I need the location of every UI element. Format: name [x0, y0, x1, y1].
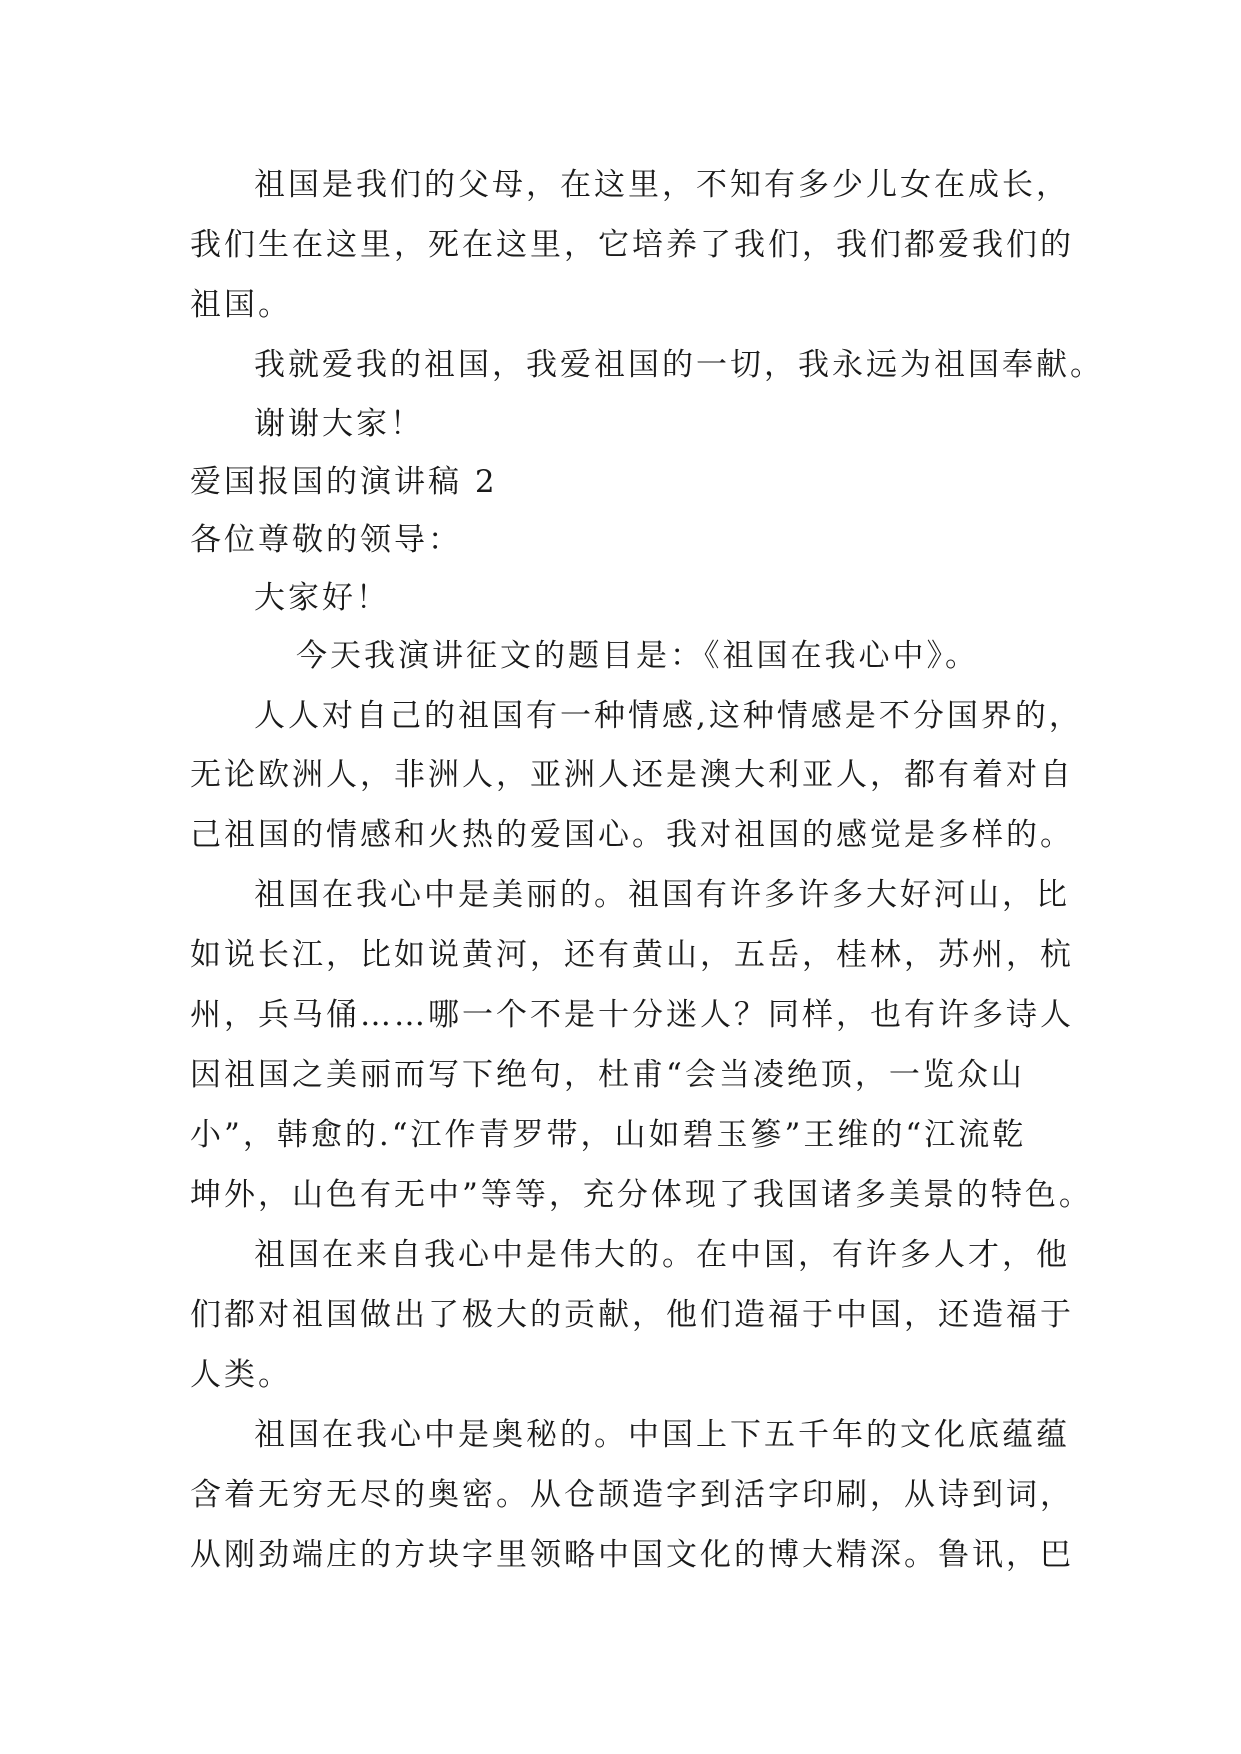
paragraph-line: 人类。	[190, 1357, 292, 1393]
paragraph-line: 无论欧洲人，非洲人，亚洲人还是澳大利亚人，都有着对自	[190, 757, 1074, 793]
topic-line: 今天我演讲征文的题目是：《祖国在我心中》。	[296, 638, 979, 674]
paragraph-line: 祖国。	[190, 287, 292, 323]
paragraph-line: 祖国在我心中是奥秘的。中国上下五千年的文化底蕴蕴	[254, 1417, 1070, 1453]
paragraph-line: 祖国是我们的父母，在这里，不知有多少儿女在成长，	[254, 167, 1070, 203]
paragraph-line: 如说长江，比如说黄河，还有黄山，五岳，桂林，苏州，杭	[190, 937, 1074, 973]
paragraph-line: 我们生在这里，死在这里，它培养了我们，我们都爱我们的	[190, 227, 1074, 263]
paragraph-line: 从刚劲端庄的方块字里领略中国文化的博大精深。鲁讯，巴	[190, 1537, 1074, 1573]
paragraph-line: 们都对祖国做出了极大的贡献，他们造福于中国，还造福于	[190, 1297, 1074, 1333]
paragraph-line: 州，兵马俑……哪一个不是十分迷人？同样，也有许多诗人	[190, 997, 1074, 1033]
salutation: 各位尊敬的领导：	[190, 522, 462, 558]
paragraph-line: 小”，韩愈的.“江作青罗带，山如碧玉篸”王维的“江流乾	[190, 1117, 1027, 1153]
section-title: 爱国报国的演讲稿 2	[190, 464, 498, 500]
paragraph-line: 人人对自己的祖国有一种情感,这种情感是不分国界的，	[254, 698, 1083, 734]
paragraph-line: 祖国在我心中是美丽的。祖国有许多许多大好河山，比	[254, 877, 1070, 913]
paragraph-line: 含着无穷无尽的奥密。从仓颉造字到活字印刷，从诗到词，	[190, 1477, 1074, 1513]
paragraph-line: 坤外，山色有无中”等等，充分体现了我国诸多美景的特色。	[190, 1177, 1093, 1213]
paragraph-line: 祖国在来自我心中是伟大的。在中国，有许多人才，他	[254, 1237, 1070, 1273]
paragraph-line: 我就爱我的祖国，我爱祖国的一切，我永远为祖国奉献。	[254, 347, 1104, 383]
paragraph-line: 己祖国的情感和火热的爱国心。我对祖国的感觉是多样的。	[190, 817, 1074, 853]
closing-line: 谢谢大家！	[254, 406, 424, 442]
greeting: 大家好！	[254, 580, 390, 616]
paragraph-line: 因祖国之美丽而写下绝句，杜甫“会当凌绝顶，一览众山	[190, 1057, 1025, 1093]
